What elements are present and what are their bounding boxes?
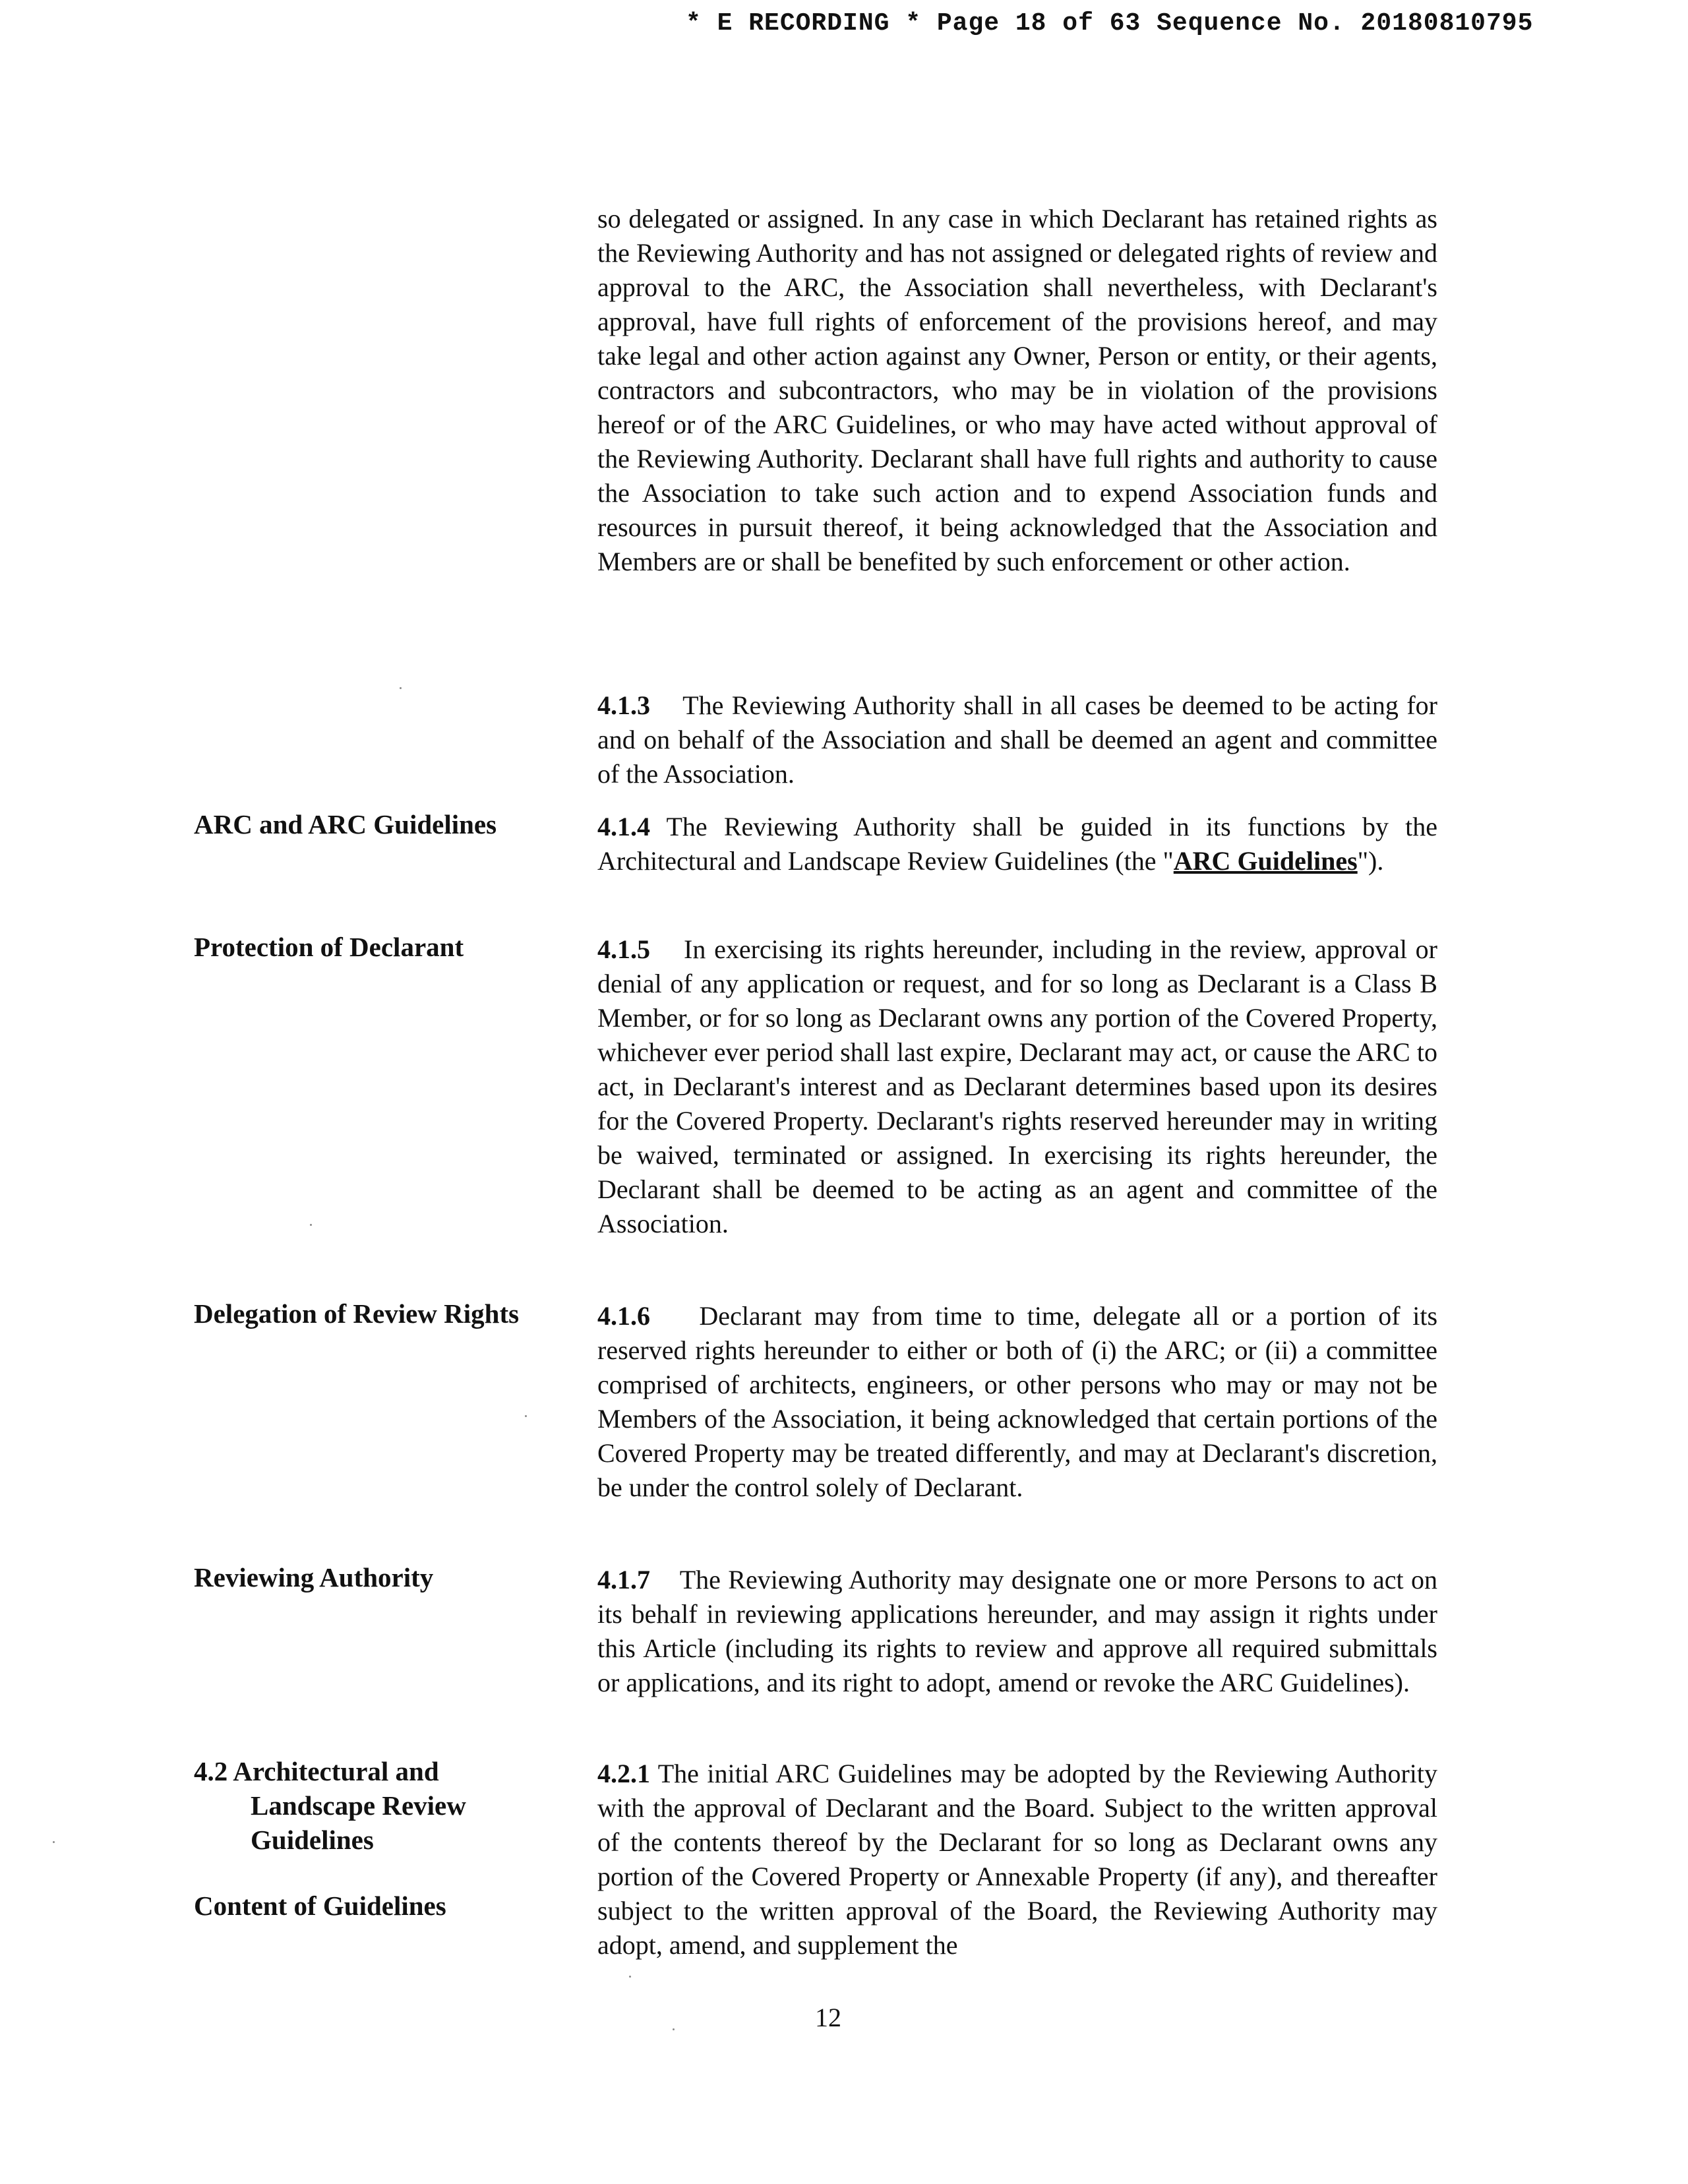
heading-line: 4.2 Architectural and: [194, 1756, 439, 1786]
paragraph-text: The Reviewing Authority shall be guided in its functions by the Architectural and Landscape Review Guidelines (the ": [597, 812, 1437, 876]
scan-speck: [310, 1224, 312, 1226]
section-number: 4.1.6: [597, 1301, 650, 1331]
heading-reviewing-authority: Reviewing Authority: [194, 1562, 434, 1592]
paragraph-4-1-6: [597, 1299, 1437, 1505]
heading-content-of-guidelines: Content of Guidelines: [194, 1891, 446, 1921]
paragraph-text: The initial ARC Guidelines may be adopted by the Reviewing Authority with the approval of Declarant and the Board. Subject to the written approval of the contents thereof by the Declarant for so long as Declarant owns any portion of the Covered Property or Annexable Property (if any), and thereafter subject to the written approval of the Board, the Reviewing Authority may adopt, amend, and supplement the: [597, 1759, 1437, 1960]
scan-speck: [400, 687, 402, 689]
paragraph-4-1-5: [597, 932, 1437, 1241]
heading-protection-of-declarant: Protection of Declarant: [194, 932, 464, 962]
recording-header: * E RECORDING * Page 18 of 63 Sequence No. 20180810795: [686, 9, 1534, 38]
section-number: 4.1.5: [597, 934, 650, 964]
section-number: 4.1.4: [597, 812, 650, 841]
section-number: 4.2.1: [597, 1759, 650, 1788]
paragraph-4-1-4: [597, 810, 1437, 878]
scan-speck: [525, 1415, 527, 1417]
heading-arc-and-arc-guidelines: ARC and ARC Guidelines: [194, 809, 497, 839]
paragraph-text: In exercising its rights hereunder, including in the review, approval or denial of any application or request, and for so long as Declarant is a Class B Member, or for so long as Declarant owns any portion of the Covered Property, whichever ever period shall last expire, Declarant may act, or cause the ARC to act, in Declarant's interest and as Declarant determines based upon its desires for the Covered Property. Declarant's rights reserved hereunder may in writing be waived, terminated or assigned. In exercising its rights hereunder, the Declarant shall be deemed to be acting as an agent and committee of the Association.: [597, 934, 1438, 1238]
paragraph-4-2-1: [597, 1757, 1437, 1962]
paragraph-continuation: so delegated or assigned. In any case in which Declarant has retained rights as the Reviewing Authority and has not assigned or delegated rights of review and approval to the ARC, the Association shall nevertheless, with Declarant's approval, have full rights of enforcement of the provisions hereof, and may take legal and other action against any Owner, Person or entity, or their agents, contractors and subcontractors, who may be in violation of the provisions hereof or of the ARC Guidelines, or who may have acted without approval of the Reviewing Authority. Declarant shall have full rights and authority to cause the Association to take such action and to expend Association funds and resources in pursuit thereof, it being acknowledged that the Association and Members are or shall be benefited by such enforcement or other action.: [597, 204, 1437, 576]
page-number: 12: [815, 2003, 841, 2032]
scan-speck: [53, 1841, 55, 1843]
paragraph-text: Declarant may from time to time, delegate all or a portion of its reserved rights hereunder to either or both of (i) the ARC; or (ii) a committee comprised of architects, engineers, or other persons who may or may not be Members of the Association, it being acknowledged that certain portions of the Covered Property may be treated differently, and may at Declarant's discretion, be under the control solely of Declarant.: [597, 1301, 1438, 1502]
section-number: 4.1.7: [597, 1565, 650, 1594]
heading-delegation-of-review-rights: Delegation of Review Rights: [194, 1298, 520, 1329]
paragraph-text: The Reviewing Authority shall in all cases be deemed to be acting for and on behalf of the Association and shall be deemed an agent and committee of the Association.: [597, 690, 1438, 789]
scan-speck: [673, 2028, 675, 2030]
heading-section-4-2: [194, 1754, 563, 1857]
heading-line: Guidelines: [251, 1825, 374, 1855]
paragraph-4-1-3: [597, 688, 1437, 791]
scan-speck: [629, 1976, 631, 1978]
paragraph-4-1-7: [597, 1563, 1437, 1700]
defined-term: ARC Guidelines: [1173, 846, 1358, 876]
paragraph-text: The Reviewing Authority may designate one or more Persons to act on its behalf in reviewing applications hereunder, and may assign it rights under this Article (including its rights to review and approve all required submittals or applications, and its right to adopt, amend or revoke the ARC Guidelines).: [597, 1565, 1437, 1697]
heading-line: Landscape Review: [251, 1790, 466, 1821]
paragraph-text-end: ").: [1357, 846, 1384, 876]
section-number: 4.1.3: [597, 690, 650, 720]
